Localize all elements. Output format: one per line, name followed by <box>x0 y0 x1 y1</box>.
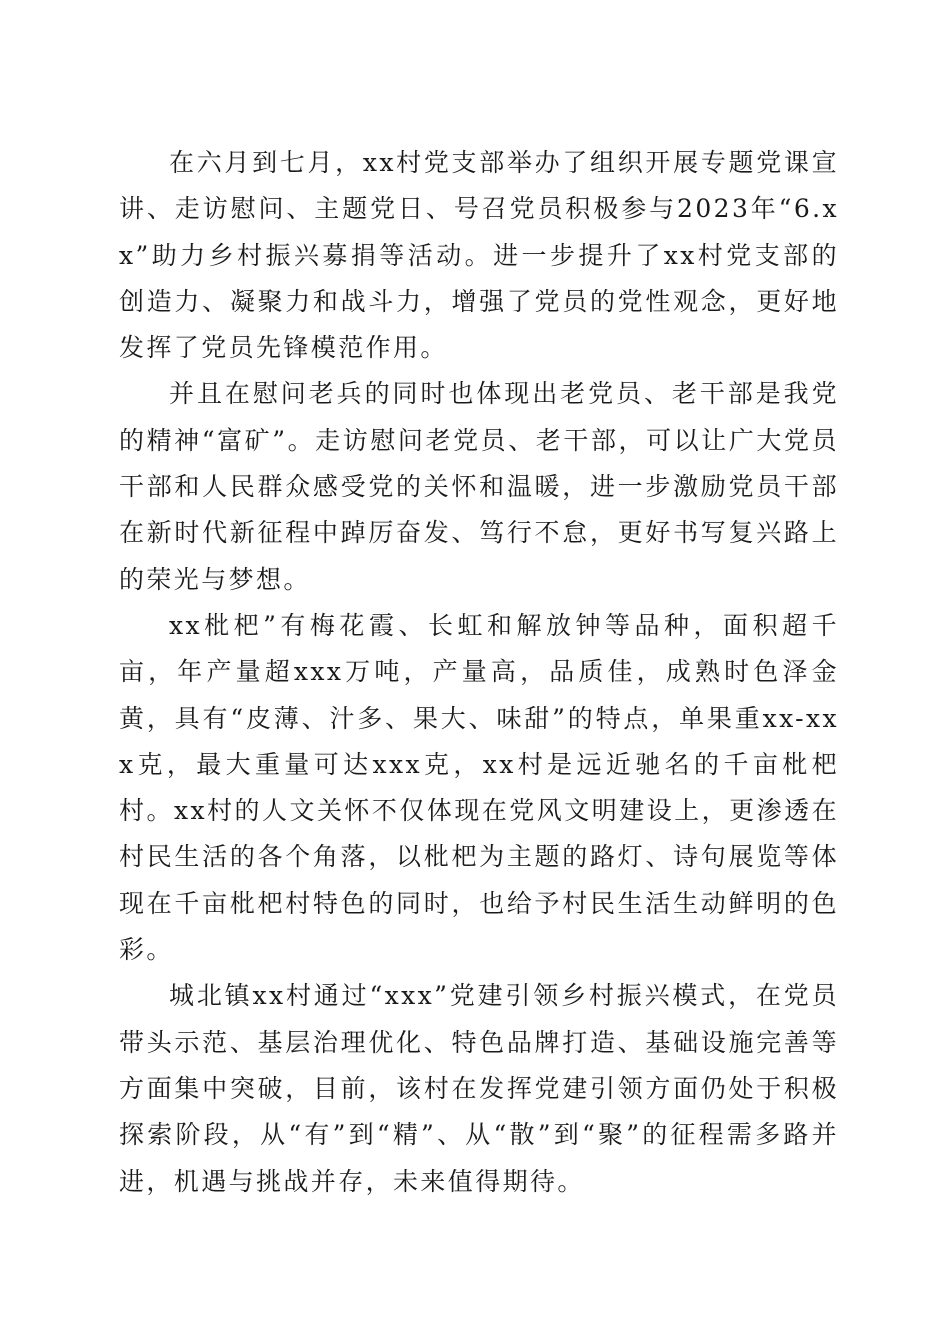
paragraph-1: 在六月到七月，xx村党支部举办了组织开展专题党课宣讲、走访慰问、主题党日、号召党员积极参与2023年“6.xx”助力乡村振兴募捐等活动。进一步提升了xx村党支部的创造力、凝聚力和战斗力，增强了党员的党性观念，更好地发挥了党员先锋模范作用。 <box>119 148 839 363</box>
paragraph-4: 城北镇xx村通过“xxx”党建引领乡村振兴模式，在党员带头示范、基层治理优化、特色品牌打造、基础设施完善等方面集中突破，目前，该村在发挥党建引领方面仍处于积极探索阶段，从“有”到“精”、从“散”到“聚”的征程需多路并进，机遇与挑战并存，未来值得期待。 <box>119 981 839 1196</box>
paragraph-2: 并且在慰问老兵的同时也体现出老党员、老干部是我党的精神“富矿”。走访慰问老党员、老干部，可以让广大党员干部和人民群众感受党的关怀和温暖，进一步激励党员干部在新时代新征程中踔厉奋发、笃行不怠，更好书写复兴路上的荣光与梦想。 <box>119 379 839 594</box>
paragraph-3: xx枇杷”有梅花霞、长虹和解放钟等品种，面积超千亩，年产量超xxx万吨，产量高，品质佳，成熟时色泽金黄，具有“皮薄、汁多、果大、味甜”的特点，单果重xx-xxx克，最大重量可达xxx克，xx村是远近驰名的千亩枇杷村。xx村的人文关怀不仅体现在党风文明建设上，更渗透在村民生活的各个角落，以枇杷为主题的路灯、诗句展览等体现在千亩枇杷村特色的同时，也给予村民生活生动鲜明的色彩。 <box>119 610 839 965</box>
document-body <box>119 140 839 1205</box>
